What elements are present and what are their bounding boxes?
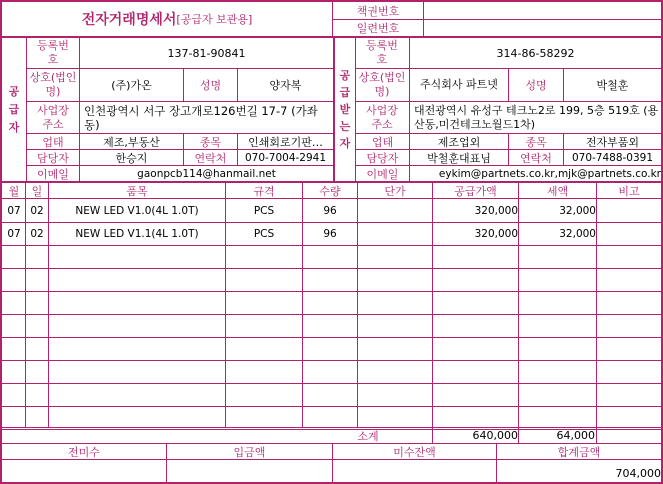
item-cell-note — [597, 199, 661, 222]
column-header-month: 월 — [8, 184, 20, 198]
title-text: 전자거래명세서 — [81, 12, 177, 28]
item-cell-item: NEW LED V1.1(4L 1.0T) — [75, 227, 199, 240]
receiver-reg-no: 314-86-58292 — [496, 46, 575, 60]
item-cell-note — [597, 222, 661, 245]
book-number-label: 책권번호 — [356, 4, 400, 18]
receiver-contact: 070-7488-0391 — [571, 151, 654, 164]
subtotal-tax: 64,000 — [556, 429, 595, 442]
supplier-address: 인천광역시 서구 장고개로126번길 17-7 (가좌동) — [84, 103, 318, 132]
payment-label: 입금액 — [233, 445, 266, 459]
item-cell-day: 02 — [30, 227, 44, 240]
title-subtitle: [공급자 보관용] — [176, 13, 253, 26]
supplier-biz-type-label: 업태 — [42, 135, 64, 149]
supplier-manager-label: 담당자 — [37, 151, 69, 165]
receiver-biz-item-label: 종목 — [525, 135, 547, 149]
supplier-reg-no: 137-81-90841 — [167, 46, 246, 60]
supplier-company-label: 상호(법인명) — [29, 71, 77, 98]
unpaid-balance-label: 미수잔액 — [393, 445, 436, 459]
item-cell-tax: 32,000 — [559, 204, 596, 217]
supplier-contact: 070-7004-2941 — [244, 151, 327, 164]
column-header-qty: 수량 — [319, 184, 341, 198]
supplier-reg-label: 등록번호 — [37, 39, 69, 66]
item-cell-supply-amount: 320,000 — [474, 204, 518, 217]
column-header-supply-amount: 공급가액 — [454, 184, 497, 198]
receiver-company-label: 상호(법인명) — [358, 71, 406, 98]
prev-unpaid-value — [2, 460, 166, 482]
serial-number-label: 일련번호 — [356, 22, 400, 35]
receiver-name-label: 성명 — [525, 79, 547, 92]
receiver-biz-type-label: 업태 — [371, 135, 394, 149]
receiver-company: 주식회사 파트넷 — [420, 78, 498, 91]
supplier-name-label: 성명 — [199, 79, 222, 92]
subtotal-supply: 640,000 — [472, 429, 518, 442]
column-header-note: 비고 — [618, 184, 640, 198]
supplier-address-label: 사업장주소 — [37, 103, 69, 131]
book-number-value — [424, 2, 661, 19]
receiver-contact-label: 연락처 — [520, 151, 552, 165]
item-cell-unit-price — [358, 222, 436, 245]
supplier-email[interactable]: gaonpcb114@hanmail.net — [137, 167, 276, 180]
supplier-company: (주)가온 — [111, 79, 152, 92]
item-cell-supply-amount: 320,000 — [474, 227, 518, 240]
column-header-item: 품목 — [126, 184, 148, 198]
receiver-biz-item: 전자부품외 — [585, 135, 640, 149]
item-cell-qty: 96 — [323, 227, 337, 240]
supplier-name: 양자복 — [269, 79, 302, 92]
receiver-address: 대전광역시 유성구 테크노2로 199, 5층 519호 (용산동,미건테크노월드1차) — [414, 103, 659, 131]
item-cell-month: 07 — [7, 227, 21, 240]
supplier-email-label: 이메일 — [37, 167, 69, 181]
receiver-manager-label: 담당자 — [366, 151, 399, 165]
receiver-name: 박철훈 — [596, 79, 629, 92]
receiver-address-label: 사업장주소 — [366, 103, 398, 131]
grand-total-value: 704,000 — [615, 467, 661, 480]
supplier-biz-item-label: 종목 — [199, 135, 222, 149]
item-cell-spec: PCS — [253, 227, 275, 240]
item-cell-day: 02 — [30, 204, 44, 217]
supplier-contact-label: 연락처 — [194, 151, 227, 165]
grand-total-label: 합계금액 — [557, 445, 601, 459]
item-cell-month: 07 — [7, 204, 21, 217]
item-cell-spec: PCS — [253, 204, 275, 217]
column-header-unit-price: 단가 — [384, 184, 406, 198]
column-header-tax: 세액 — [546, 184, 569, 198]
supplier-manager: 한승지 — [115, 151, 148, 165]
receiver-email[interactable]: eykim@partnets.co.kr,mjk@partnets.co.kr — [438, 167, 661, 180]
item-cell-qty: 96 — [323, 204, 337, 217]
item-cell-item: NEW LED V1.0(4L 1.0T) — [75, 204, 199, 217]
item-cell-unit-price — [358, 199, 436, 222]
subtotal-label-cell: 소계 — [357, 429, 379, 443]
payment-value — [167, 460, 332, 482]
receiver-biz-type: 제조업외 — [437, 135, 481, 149]
supplier-side-label: 공 급 자 — [8, 84, 20, 134]
receiver-side-label: 공 급 받 는 자 — [339, 69, 351, 150]
document-title — [2, 2, 332, 36]
supplier-biz-item: 인쇄회로기판… — [248, 135, 323, 149]
item-cell-tax: 32,000 — [559, 227, 596, 240]
receiver-email-label: 이메일 — [366, 167, 399, 181]
supplier-biz-type: 제조,부동산 — [103, 135, 160, 149]
receiver-manager: 박철훈대표님 — [427, 151, 491, 165]
column-header-day: 일 — [31, 184, 43, 198]
column-header-spec: 규격 — [253, 184, 275, 198]
serial-number-value — [424, 20, 661, 36]
receiver-reg-label: 등록번호 — [366, 39, 398, 66]
unpaid-balance-value — [333, 460, 496, 482]
prev-unpaid-label: 전미수 — [68, 445, 100, 459]
